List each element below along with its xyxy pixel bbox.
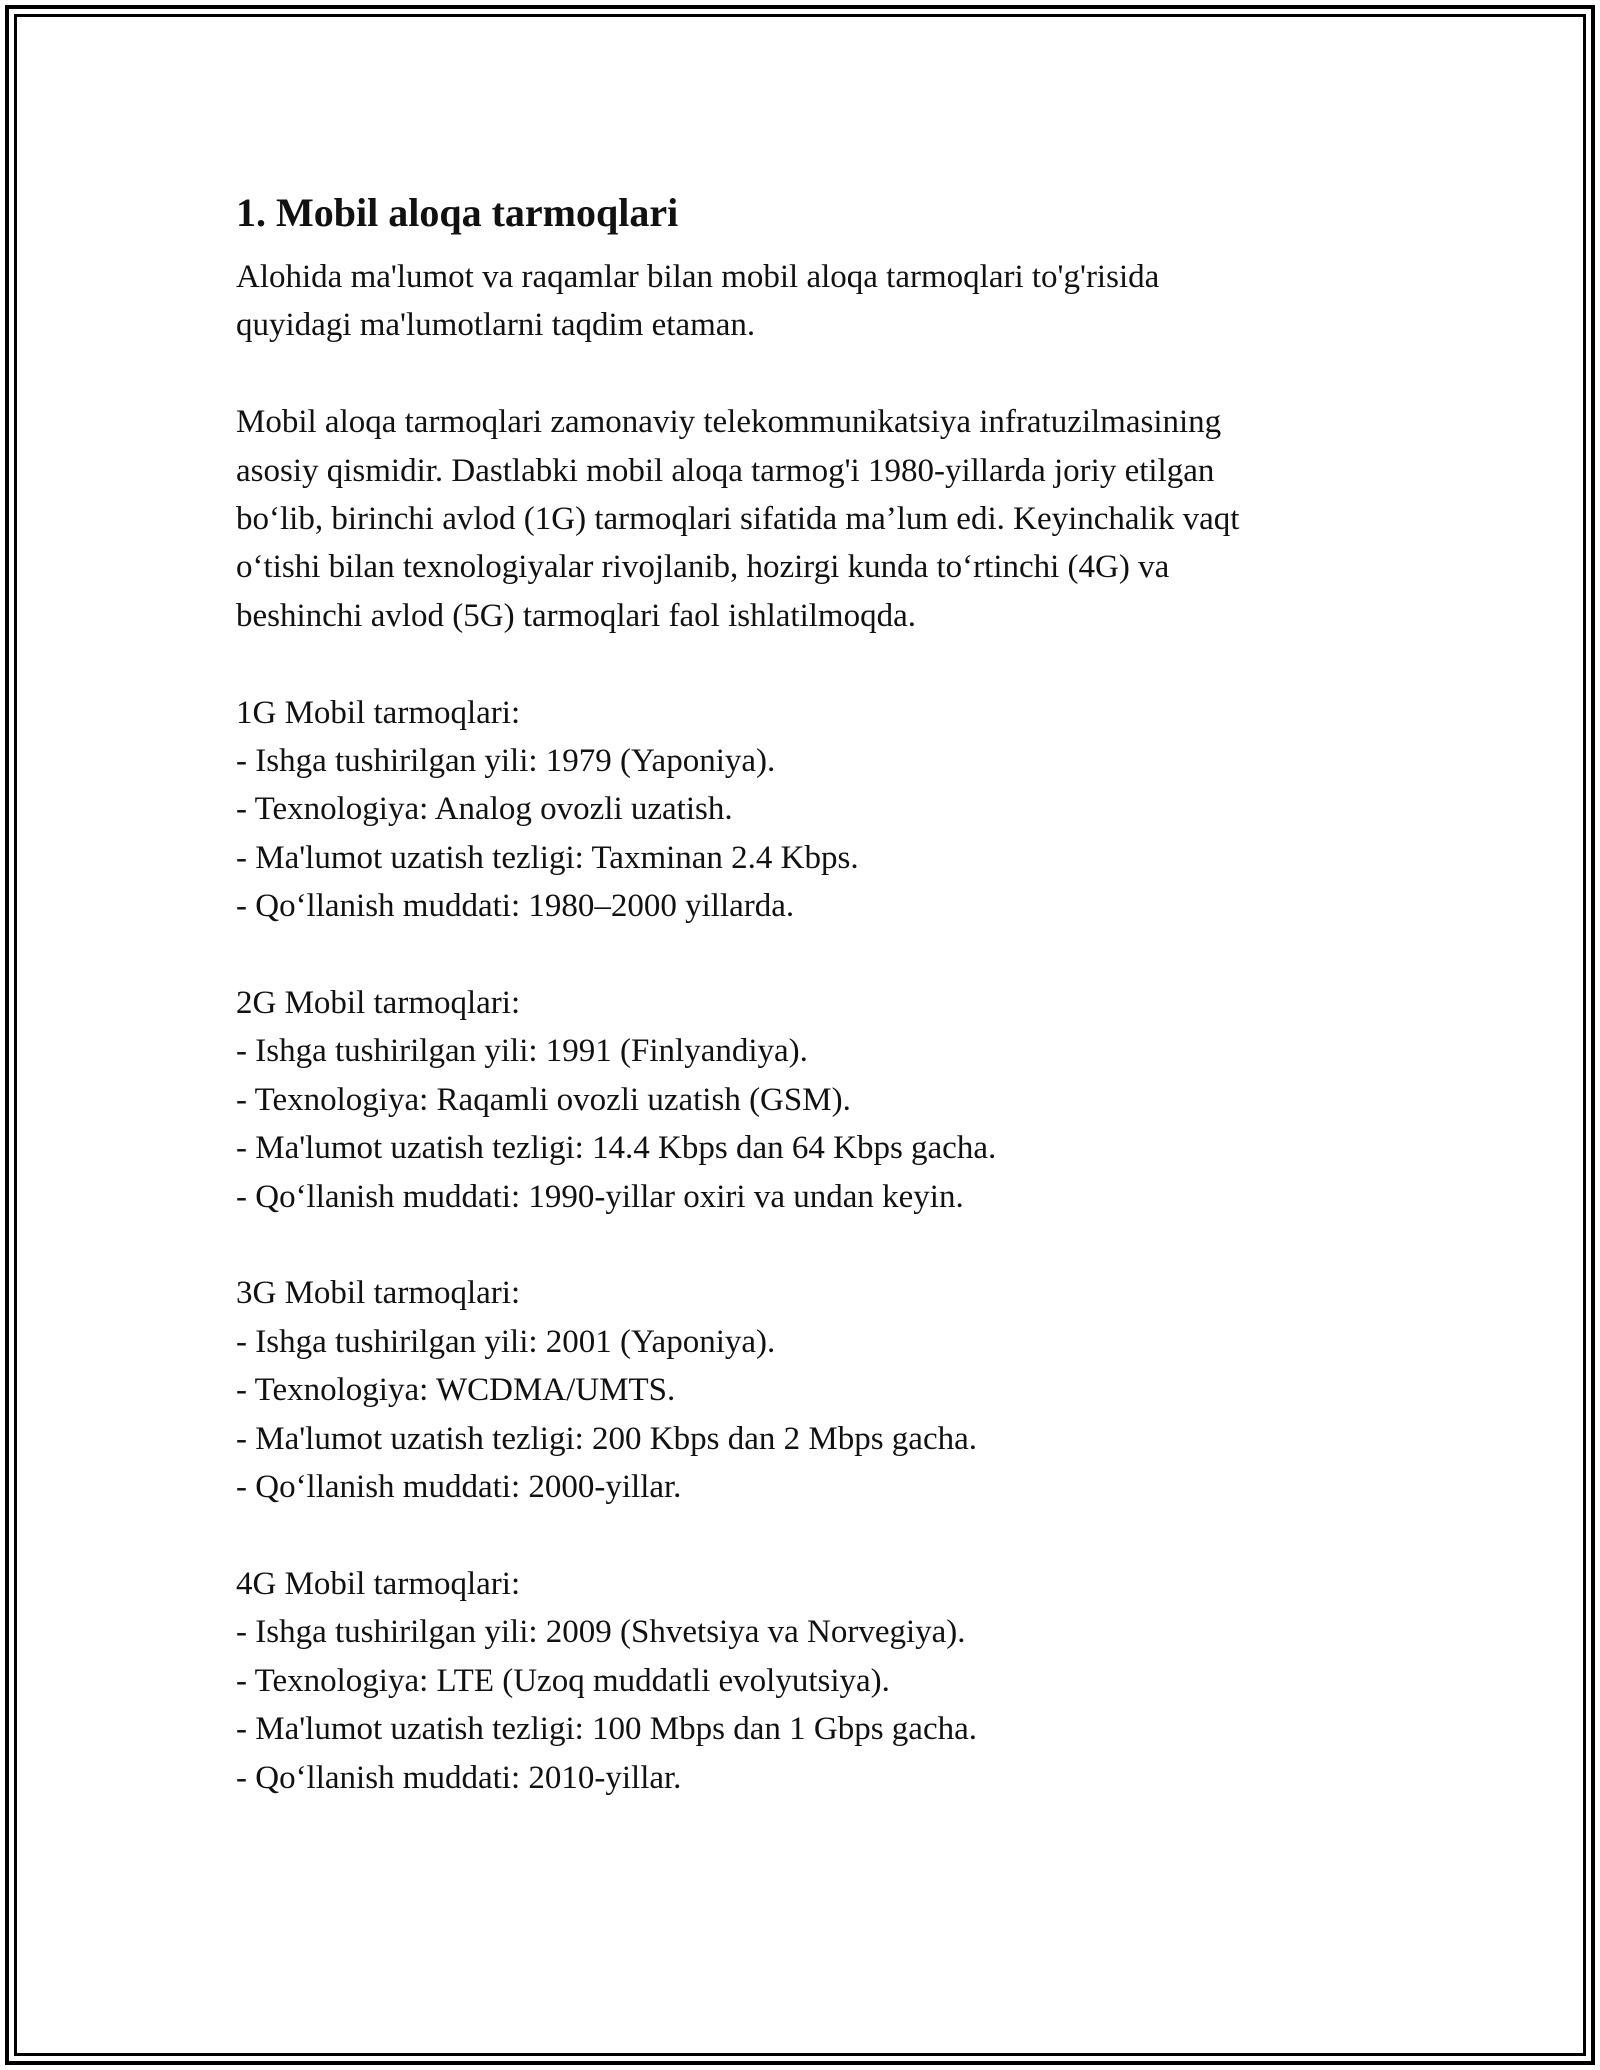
list-item: - Ishga tushirilgan yili: 1991 (Finlyandiya). bbox=[236, 1033, 808, 1070]
intro-paragraph bbox=[236, 253, 1376, 350]
list-item: - Qo‘llanish muddati: 2010-yillar. bbox=[236, 1759, 682, 1796]
intro-line: Alohida ma'lumot va raqamlar bilan mobil aloqa tarmoqlari to'g'risida bbox=[236, 259, 1160, 295]
list-item: - Qo‘llanish muddati: 2000-yillar. bbox=[236, 1469, 682, 1506]
list-item: - Qo‘llanish muddati: 1990-yillar oxiri va undan keyin. bbox=[236, 1178, 964, 1215]
list-item: - Ishga tushirilgan yili: 2001 (Yaponiya). bbox=[236, 1323, 776, 1360]
section-3g bbox=[236, 1269, 1376, 1511]
section-2g bbox=[236, 979, 1376, 1221]
section-4g bbox=[236, 1560, 1376, 1802]
section-heading: 2G Mobil tarmoqlari: bbox=[236, 985, 521, 1022]
list-item: - Ma'lumot uzatish tezligi: 14.4 Kbps dan 64 Kbps gacha. bbox=[236, 1130, 997, 1167]
body-line: bo‘lib, birinchi avlod (1G) tarmoqlari sifatida ma’lum edi. Keyinchalik vaqt bbox=[236, 501, 1240, 538]
document-body bbox=[236, 188, 1376, 1850]
intro-line: quyidagi ma'lumotlarni taqdim etaman. bbox=[236, 307, 756, 344]
section-1g bbox=[236, 689, 1376, 931]
list-item: - Qo‘llanish muddati: 1980–2000 yillarda. bbox=[236, 888, 795, 925]
body-line: o‘tishi bilan texnologiyalar rivojlanib, hozirgi kunda to‘rtinchi (4G) va bbox=[236, 549, 1170, 586]
section-heading: 1G Mobil tarmoqlari: bbox=[236, 694, 521, 731]
list-item: - Ma'lumot uzatish tezligi: Taxminan 2.4 Kbps. bbox=[236, 839, 859, 876]
body-line: asosiy qismidir. Dastlabki mobil aloqa tarmog'i 1980-yillarda joriy etilgan bbox=[236, 452, 1215, 489]
list-item: - Ma'lumot uzatish tezligi: 200 Kbps dan 2 Mbps gacha. bbox=[236, 1420, 977, 1457]
list-item: - Texnologiya: LTE (Uzoq muddatli evolyutsiya). bbox=[236, 1662, 890, 1699]
body-line: beshinchi avlod (5G) tarmoqlari faol ishlatilmoqda. bbox=[236, 597, 916, 634]
document-title: 1. Mobil aloqa tarmoqlari bbox=[236, 190, 679, 235]
body-paragraph bbox=[236, 398, 1376, 640]
body-line: Mobil aloqa tarmoqlari zamonaviy telekommunikatsiya infratuzilmasining bbox=[236, 404, 1222, 441]
list-item: - Texnologiya: Analog ovozli uzatish. bbox=[236, 791, 733, 828]
section-heading: 4G Mobil tarmoqlari: bbox=[236, 1565, 521, 1602]
list-item: - Ishga tushirilgan yili: 1979 (Yaponiya). bbox=[236, 743, 776, 780]
list-item: - Texnologiya: WCDMA/UMTS. bbox=[236, 1372, 676, 1409]
list-item: - Ishga tushirilgan yili: 2009 (Shvetsiya va Norvegiya). bbox=[236, 1614, 966, 1651]
list-item: - Ma'lumot uzatish tezligi: 100 Mbps dan 1 Gbps gacha. bbox=[236, 1711, 977, 1748]
section-heading: 3G Mobil tarmoqlari: bbox=[236, 1275, 521, 1312]
list-item: - Texnologiya: Raqamli ovozli uzatish (GSM). bbox=[236, 1081, 851, 1118]
